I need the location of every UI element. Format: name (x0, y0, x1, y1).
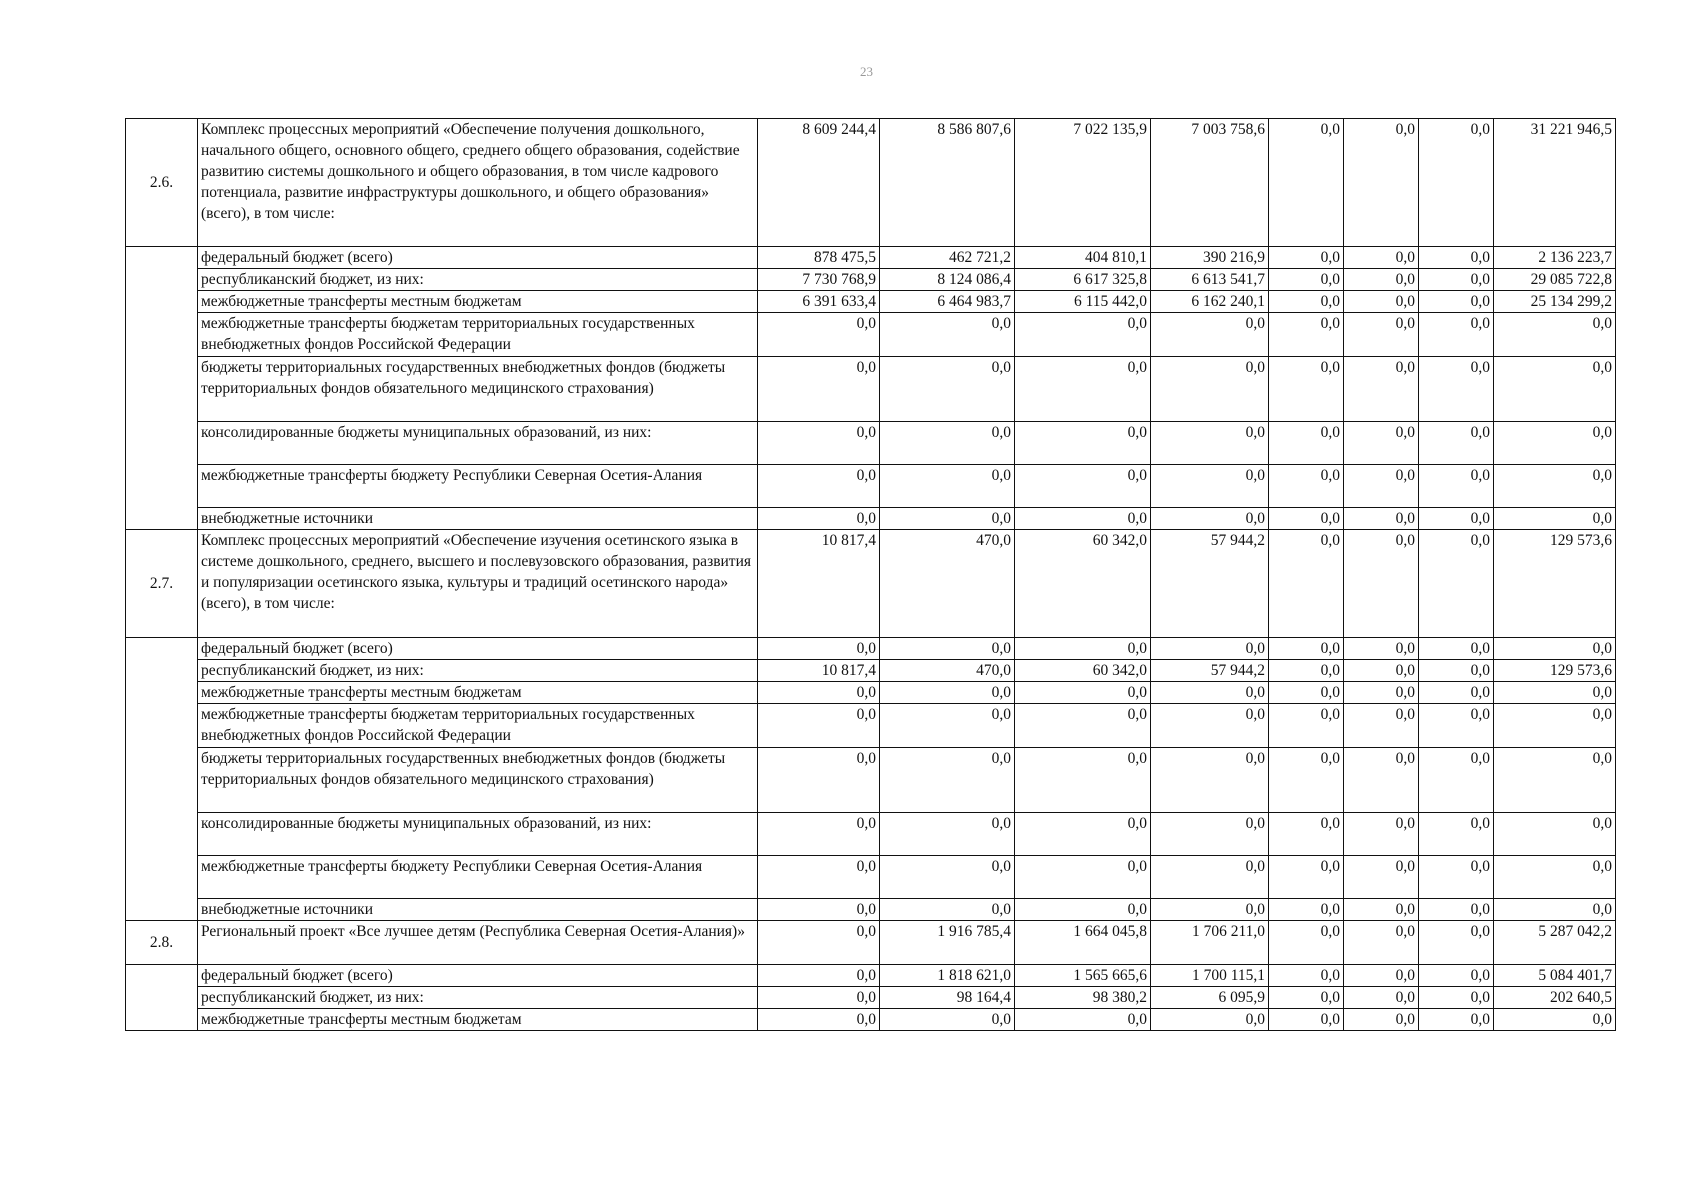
row-name: межбюджетные трансферты бюджету Республики Северная Осетия-Алания (198, 856, 758, 899)
value-cell: 0,0 (1344, 119, 1419, 247)
value-cell: 0,0 (1494, 704, 1616, 748)
value-cell: 0,0 (1269, 530, 1344, 638)
value-cell: 29 085 722,8 (1494, 269, 1616, 291)
value-cell: 1 664 045,8 (1015, 921, 1151, 965)
value-cell: 60 342,0 (1015, 660, 1151, 682)
row-name: республиканский бюджет, из них: (198, 269, 758, 291)
row-number: 2.6. (126, 119, 198, 247)
value-cell: 0,0 (1151, 682, 1269, 704)
row-name: Комплекс процессных мероприятий «Обеспечение получения дошкольного, начального общего, основного общего, среднего общего образования, содействие развитию системы дошкольного и общего образования, в том числе кадрового потенциала, развитие инфраструктуры дошкольного, и общего образования» (всего), в том числе: (198, 119, 758, 247)
table-row (126, 704, 1616, 748)
table-row (126, 899, 1616, 921)
value-cell: 462 721,2 (880, 247, 1015, 269)
row-number (126, 638, 198, 921)
value-cell: 8 124 086,4 (880, 269, 1015, 291)
value-cell: 0,0 (1494, 682, 1616, 704)
value-cell: 0,0 (1494, 313, 1616, 357)
value-cell: 0,0 (1344, 660, 1419, 682)
value-cell: 0,0 (758, 899, 880, 921)
value-cell: 1 565 665,6 (1015, 965, 1151, 987)
value-cell: 0,0 (1151, 1009, 1269, 1031)
value-cell: 6 095,9 (1151, 987, 1269, 1009)
value-cell: 0,0 (1344, 638, 1419, 660)
value-cell: 0,0 (1151, 813, 1269, 856)
value-cell: 10 817,4 (758, 660, 880, 682)
value-cell: 0,0 (1494, 422, 1616, 465)
row-name: консолидированные бюджеты муниципальных образований, из них: (198, 422, 758, 465)
value-cell: 0,0 (880, 748, 1015, 813)
budget-table (125, 118, 1616, 1031)
value-cell: 0,0 (758, 422, 880, 465)
value-cell: 0,0 (880, 899, 1015, 921)
value-cell: 0,0 (1419, 638, 1494, 660)
table-row (126, 530, 1616, 638)
value-cell: 0,0 (1419, 660, 1494, 682)
value-cell: 0,0 (1419, 247, 1494, 269)
value-cell: 0,0 (1419, 119, 1494, 247)
row-name: внебюджетные источники (198, 508, 758, 530)
row-name: федеральный бюджет (всего) (198, 965, 758, 987)
value-cell: 0,0 (758, 682, 880, 704)
value-cell: 0,0 (1151, 422, 1269, 465)
value-cell: 0,0 (758, 638, 880, 660)
value-cell: 0,0 (1269, 313, 1344, 357)
value-cell: 0,0 (1494, 508, 1616, 530)
page-number: 23 (860, 64, 873, 79)
row-name: бюджеты территориальных государственных внебюджетных фондов (бюджеты территориальных фондов обязательного медицинского страхования) (198, 748, 758, 813)
row-name: межбюджетные трансферты местным бюджетам (198, 291, 758, 313)
table-row (126, 660, 1616, 682)
value-cell: 25 134 299,2 (1494, 291, 1616, 313)
value-cell: 0,0 (1269, 682, 1344, 704)
value-cell: 0,0 (1269, 813, 1344, 856)
value-cell: 0,0 (1151, 638, 1269, 660)
value-cell: 0,0 (1015, 1009, 1151, 1031)
table-row (126, 313, 1616, 357)
value-cell: 0,0 (1419, 357, 1494, 422)
row-name: республиканский бюджет, из них: (198, 660, 758, 682)
table-row (126, 856, 1616, 899)
value-cell: 0,0 (1151, 748, 1269, 813)
value-cell: 8 609 244,4 (758, 119, 880, 247)
value-cell: 0,0 (1344, 357, 1419, 422)
value-cell: 60 342,0 (1015, 530, 1151, 638)
table-row (126, 291, 1616, 313)
value-cell: 878 475,5 (758, 247, 880, 269)
value-cell: 0,0 (880, 1009, 1015, 1031)
value-cell: 0,0 (1015, 899, 1151, 921)
value-cell: 6 115 442,0 (1015, 291, 1151, 313)
value-cell: 7 022 135,9 (1015, 119, 1151, 247)
value-cell: 0,0 (1494, 357, 1616, 422)
value-cell: 0,0 (1269, 508, 1344, 530)
row-name: внебюджетные источники (198, 899, 758, 921)
value-cell: 0,0 (1269, 704, 1344, 748)
value-cell: 0,0 (1344, 422, 1419, 465)
value-cell: 0,0 (1015, 638, 1151, 660)
value-cell: 0,0 (1419, 748, 1494, 813)
value-cell: 6 162 240,1 (1151, 291, 1269, 313)
value-cell: 0,0 (1344, 748, 1419, 813)
value-cell: 0,0 (1015, 748, 1151, 813)
row-number: 2.8. (126, 921, 198, 965)
value-cell: 0,0 (1015, 508, 1151, 530)
value-cell: 0,0 (1344, 508, 1419, 530)
row-name: федеральный бюджет (всего) (198, 247, 758, 269)
value-cell: 0,0 (1269, 965, 1344, 987)
value-cell: 0,0 (1269, 357, 1344, 422)
row-name: межбюджетные трансферты бюджету Республики Северная Осетия-Алания (198, 465, 758, 508)
value-cell: 0,0 (880, 704, 1015, 748)
value-cell: 5 287 042,2 (1494, 921, 1616, 965)
value-cell: 0,0 (1015, 856, 1151, 899)
value-cell: 7 003 758,6 (1151, 119, 1269, 247)
value-cell: 0,0 (1344, 965, 1419, 987)
value-cell: 1 818 621,0 (880, 965, 1015, 987)
value-cell: 0,0 (1344, 247, 1419, 269)
table-row (126, 465, 1616, 508)
value-cell: 0,0 (1344, 704, 1419, 748)
value-cell: 0,0 (1151, 899, 1269, 921)
value-cell: 404 810,1 (1015, 247, 1151, 269)
table-row (126, 921, 1616, 965)
value-cell: 31 221 946,5 (1494, 119, 1616, 247)
table-row (126, 638, 1616, 660)
value-cell: 57 944,2 (1151, 530, 1269, 638)
value-cell: 0,0 (1151, 357, 1269, 422)
value-cell: 0,0 (1269, 748, 1344, 813)
value-cell: 10 817,4 (758, 530, 880, 638)
row-name: межбюджетные трансферты бюджетам территориальных государственных внебюджетных фондов Российской Федерации (198, 704, 758, 748)
table-row (126, 247, 1616, 269)
value-cell: 0,0 (1015, 422, 1151, 465)
value-cell: 0,0 (1269, 247, 1344, 269)
value-cell: 0,0 (1269, 291, 1344, 313)
value-cell: 0,0 (880, 313, 1015, 357)
value-cell: 0,0 (880, 856, 1015, 899)
value-cell: 0,0 (1344, 899, 1419, 921)
value-cell: 0,0 (1269, 856, 1344, 899)
value-cell: 0,0 (1419, 682, 1494, 704)
value-cell: 0,0 (1344, 921, 1419, 965)
value-cell: 0,0 (1494, 748, 1616, 813)
table-row (126, 682, 1616, 704)
value-cell: 0,0 (1269, 269, 1344, 291)
value-cell: 0,0 (758, 1009, 880, 1031)
value-cell: 0,0 (758, 704, 880, 748)
value-cell: 0,0 (1344, 813, 1419, 856)
value-cell: 0,0 (1344, 682, 1419, 704)
value-cell: 0,0 (1419, 965, 1494, 987)
value-cell: 0,0 (880, 682, 1015, 704)
row-name: консолидированные бюджеты муниципальных образований, из них: (198, 813, 758, 856)
table-row (126, 987, 1616, 1009)
value-cell: 0,0 (1344, 1009, 1419, 1031)
row-name: бюджеты территориальных государственных внебюджетных фондов (бюджеты территориальных фондов обязательного медицинского страхования) (198, 357, 758, 422)
value-cell: 0,0 (1419, 1009, 1494, 1031)
value-cell: 0,0 (1151, 704, 1269, 748)
value-cell: 0,0 (880, 508, 1015, 530)
value-cell: 0,0 (758, 465, 880, 508)
value-cell: 8 586 807,6 (880, 119, 1015, 247)
value-cell: 6 391 633,4 (758, 291, 880, 313)
row-number (126, 965, 198, 1031)
table-row (126, 1009, 1616, 1031)
value-cell: 129 573,6 (1494, 660, 1616, 682)
value-cell: 0,0 (1015, 813, 1151, 856)
value-cell: 0,0 (1419, 856, 1494, 899)
value-cell: 0,0 (880, 422, 1015, 465)
value-cell: 0,0 (1015, 704, 1151, 748)
value-cell: 0,0 (1269, 660, 1344, 682)
row-name: Региональный проект «Все лучшее детям (Республика Северная Осетия-Алания)» (198, 921, 758, 965)
row-name: федеральный бюджет (всего) (198, 638, 758, 660)
value-cell: 7 730 768,9 (758, 269, 880, 291)
value-cell: 0,0 (758, 965, 880, 987)
value-cell: 0,0 (1015, 357, 1151, 422)
value-cell: 6 617 325,8 (1015, 269, 1151, 291)
table-row (126, 748, 1616, 813)
table-row (126, 813, 1616, 856)
value-cell: 0,0 (758, 508, 880, 530)
value-cell: 98 380,2 (1015, 987, 1151, 1009)
table-row (126, 119, 1616, 247)
value-cell: 57 944,2 (1151, 660, 1269, 682)
value-cell: 0,0 (1419, 813, 1494, 856)
table-row (126, 508, 1616, 530)
value-cell: 0,0 (1269, 921, 1344, 965)
value-cell: 0,0 (1269, 1009, 1344, 1031)
value-cell: 0,0 (1494, 899, 1616, 921)
value-cell: 0,0 (758, 357, 880, 422)
row-name: республиканский бюджет, из них: (198, 987, 758, 1009)
value-cell: 0,0 (1494, 813, 1616, 856)
table-row (126, 357, 1616, 422)
value-cell: 0,0 (1344, 856, 1419, 899)
value-cell: 0,0 (1344, 465, 1419, 508)
value-cell: 0,0 (880, 813, 1015, 856)
value-cell: 0,0 (1419, 422, 1494, 465)
value-cell: 0,0 (880, 465, 1015, 508)
value-cell: 0,0 (1419, 987, 1494, 1009)
value-cell: 1 916 785,4 (880, 921, 1015, 965)
value-cell: 0,0 (758, 813, 880, 856)
value-cell: 0,0 (1015, 682, 1151, 704)
row-number: 2.7. (126, 530, 198, 638)
value-cell: 6 464 983,7 (880, 291, 1015, 313)
value-cell: 0,0 (1344, 291, 1419, 313)
table-row (126, 422, 1616, 465)
value-cell: 129 573,6 (1494, 530, 1616, 638)
value-cell: 0,0 (1419, 508, 1494, 530)
value-cell: 202 640,5 (1494, 987, 1616, 1009)
value-cell: 470,0 (880, 660, 1015, 682)
value-cell: 0,0 (1419, 269, 1494, 291)
value-cell: 0,0 (1494, 856, 1616, 899)
value-cell: 0,0 (880, 638, 1015, 660)
value-cell: 0,0 (1151, 465, 1269, 508)
value-cell: 470,0 (880, 530, 1015, 638)
value-cell: 5 084 401,7 (1494, 965, 1616, 987)
value-cell: 1 706 211,0 (1151, 921, 1269, 965)
value-cell: 0,0 (1494, 465, 1616, 508)
value-cell: 98 164,4 (880, 987, 1015, 1009)
value-cell: 0,0 (1269, 465, 1344, 508)
value-cell: 0,0 (880, 357, 1015, 422)
value-cell: 0,0 (1344, 987, 1419, 1009)
value-cell: 0,0 (758, 313, 880, 357)
value-cell: 390 216,9 (1151, 247, 1269, 269)
value-cell: 0,0 (1269, 422, 1344, 465)
row-name: межбюджетные трансферты местным бюджетам (198, 682, 758, 704)
value-cell: 0,0 (1419, 899, 1494, 921)
value-cell: 0,0 (758, 921, 880, 965)
value-cell: 0,0 (1494, 638, 1616, 660)
value-cell: 1 700 115,1 (1151, 965, 1269, 987)
value-cell: 0,0 (1419, 921, 1494, 965)
value-cell: 0,0 (1419, 313, 1494, 357)
value-cell: 0,0 (1419, 291, 1494, 313)
value-cell: 0,0 (1269, 119, 1344, 247)
row-name: межбюджетные трансферты местным бюджетам (198, 1009, 758, 1031)
value-cell: 0,0 (1419, 704, 1494, 748)
value-cell: 0,0 (1419, 465, 1494, 508)
value-cell: 6 613 541,7 (1151, 269, 1269, 291)
value-cell: 0,0 (1151, 856, 1269, 899)
value-cell: 0,0 (758, 748, 880, 813)
value-cell: 2 136 223,7 (1494, 247, 1616, 269)
value-cell: 0,0 (1419, 530, 1494, 638)
value-cell: 0,0 (1344, 269, 1419, 291)
table-row (126, 269, 1616, 291)
value-cell: 0,0 (1344, 313, 1419, 357)
value-cell: 0,0 (1151, 508, 1269, 530)
value-cell: 0,0 (1494, 1009, 1616, 1031)
value-cell: 0,0 (758, 856, 880, 899)
row-number (126, 247, 198, 530)
value-cell: 0,0 (1015, 465, 1151, 508)
row-name: межбюджетные трансферты бюджетам территориальных государственных внебюджетных фондов Российской Федерации (198, 313, 758, 357)
value-cell: 0,0 (1269, 899, 1344, 921)
value-cell: 0,0 (1015, 313, 1151, 357)
value-cell: 0,0 (1269, 638, 1344, 660)
value-cell: 0,0 (758, 987, 880, 1009)
value-cell: 0,0 (1269, 987, 1344, 1009)
value-cell: 0,0 (1344, 530, 1419, 638)
row-name: Комплекс процессных мероприятий «Обеспечение изучения осетинского языка в системе дошкольного, среднего, высшего и послевузовского образования, развития и популяризации осетинского языка, культуры и традиций осетинского народа» (всего), в том числе: (198, 530, 758, 638)
value-cell: 0,0 (1151, 313, 1269, 357)
table-row (126, 965, 1616, 987)
